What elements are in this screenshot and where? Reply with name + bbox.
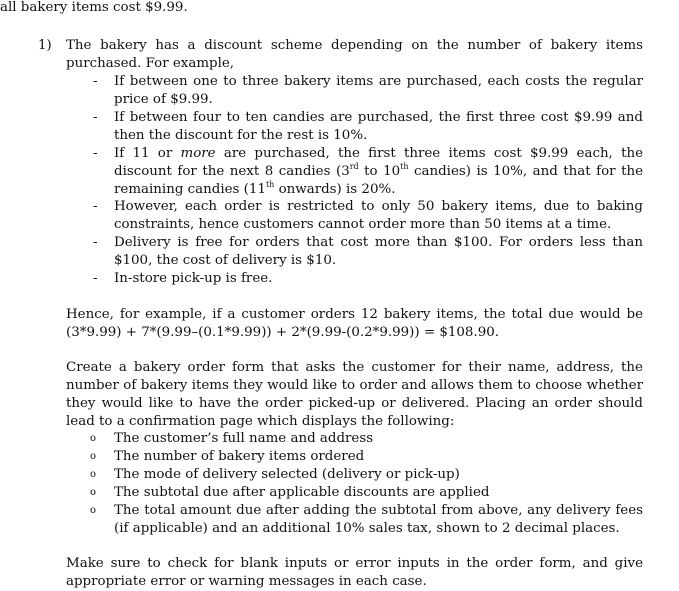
bullet-marker: -: [93, 146, 98, 161]
bullet-marker: -: [93, 271, 98, 286]
bullet-marker: -: [93, 235, 98, 250]
bullet-item: If between one to three bakery items are purchased, each costs the regular price of $9.99.: [114, 74, 643, 107]
example-paragraph: Hence, for example, if a customer orders 12 bakery items, the total due would be (3*9.99) + 7*(9.99–(0.1*9.99)) + 2*(9.99-(0.2*9.99)) = $108.90.: [66, 307, 643, 340]
sub-item: The customer’s full name and address: [114, 431, 374, 446]
top-line: all bakery items cost $9.99.: [0, 0, 188, 15]
bullet-item: Delivery is free for orders that cost more than $100. For orders less than $100, the cost of delivery is $10.: [114, 235, 643, 268]
sub-item: The total amount due after adding the subtotal from above, any delivery fees (if applicable) and an additional 10% sales tax, shown to 2 decimal places.: [114, 503, 643, 536]
sub-bullet-marker: o: [90, 505, 97, 516]
bullet-marker: -: [93, 74, 98, 89]
bullet-marker: -: [93, 110, 98, 125]
task-paragraph: Create a bakery order form that asks the customer for their name, address, the number of bakery items they would like to order and allows them to choose whether they would like to have the order picked-up or delivered. Placing an order should lead to a confirmation page which displays the following:: [66, 360, 643, 429]
question-intro: The bakery has a discount scheme depending on the number of bakery items purchased. For example,: [66, 38, 643, 71]
bullet-item: If 11 or more are purchased, the first three items cost $9.99 each, the discount for the next 8 candies (3rd to 10th candies) is 10%, and that for the remaining candies (11th onwards) is 20%.: [114, 146, 643, 197]
sub-bullet-marker: o: [90, 469, 97, 480]
bullet-item: If between four to ten candies are purchased, the first three cost $9.99 and then the discount for the rest is 10%.: [114, 110, 643, 143]
sub-item: The mode of delivery selected (delivery or pick-up): [114, 467, 460, 482]
sub-bullet-marker: o: [90, 487, 97, 498]
bullet-marker: -: [93, 199, 98, 214]
sub-bullet-marker: o: [90, 451, 97, 462]
question-number: 1): [38, 38, 52, 53]
bullet-item: However, each order is restricted to only 50 bakery items, due to baking constraints, hence customers cannot order more than 50 items at a time.: [114, 199, 643, 232]
closing-paragraph: Make sure to check for blank inputs or error inputs in the order form, and give appropriate error or warning messages in each case.: [66, 556, 643, 589]
sub-item: The number of bakery items ordered: [114, 449, 365, 464]
bullet-item: In-store pick-up is free.: [114, 271, 273, 286]
sub-bullet-marker: o: [90, 433, 97, 444]
sub-item: The subtotal due after applicable discounts are applied: [114, 485, 490, 500]
